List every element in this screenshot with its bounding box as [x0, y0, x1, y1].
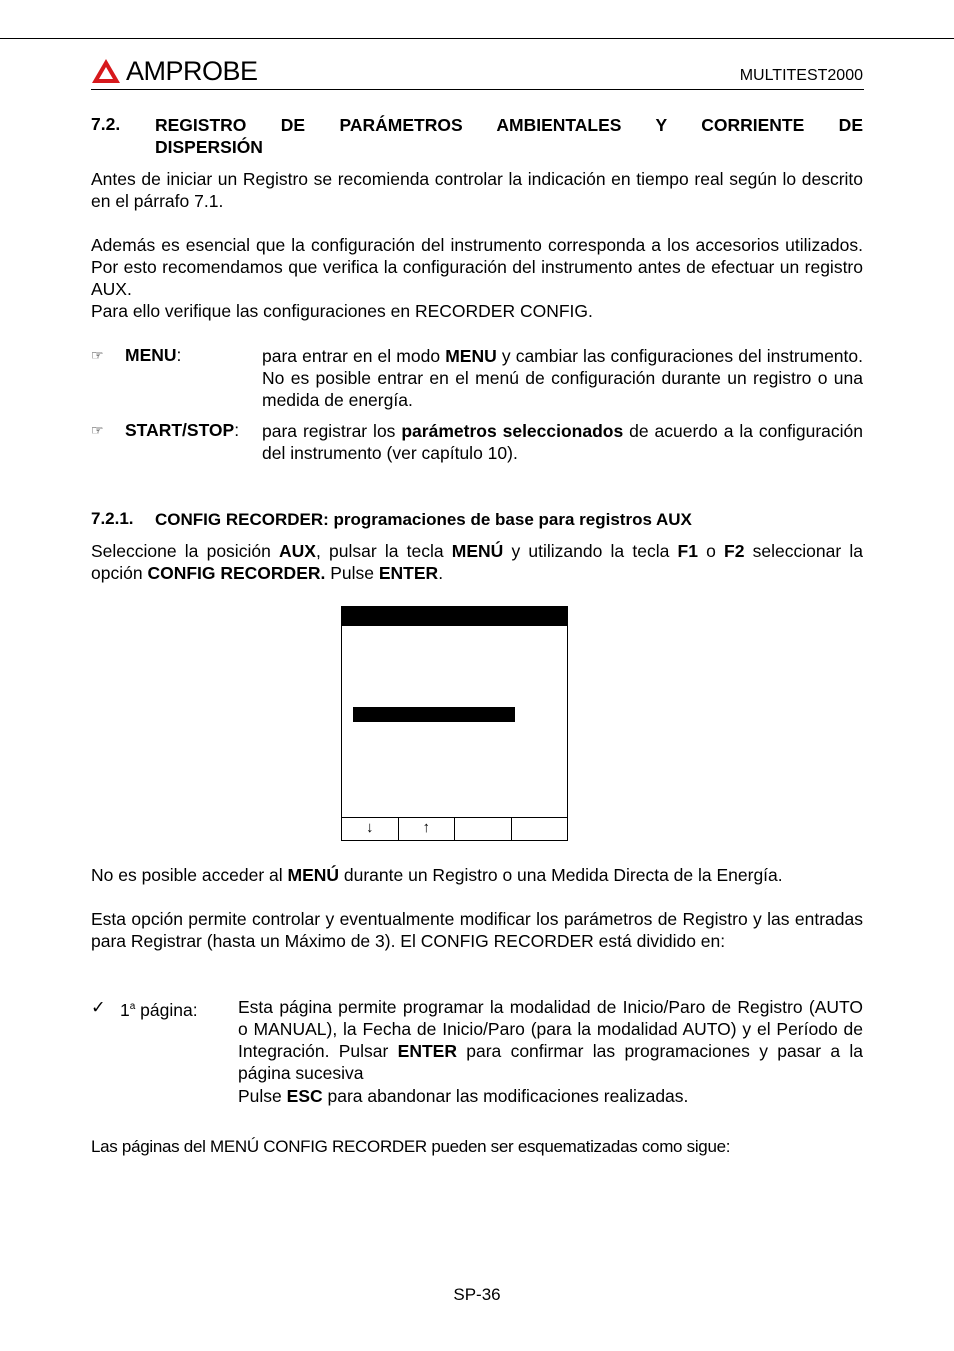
- subsection-number: 7.2.1.: [91, 509, 134, 528]
- paragraph-pages-schema: Las páginas del MENÚ CONFIG RECORDER pueden ser esquematizadas como sigue:: [91, 1137, 731, 1156]
- section-number: 7.2.: [91, 114, 121, 134]
- screen-highlighted-item: [353, 707, 515, 722]
- screen-title-bar: [342, 607, 567, 626]
- subsection-title: CONFIG RECORDER: programaciones de base para registros AUX: [155, 510, 692, 529]
- amprobe-logo: [91, 56, 258, 86]
- page-number: SP-36: [453, 1285, 501, 1304]
- top-rule: [0, 38, 954, 39]
- page-description-esc: Pulse ESC para abandonar las modificaciones realizadas.: [238, 1086, 689, 1106]
- section-title-line1: REGISTRO DE PARÁMETROS AMBIENTALES Y CORRIENTE DE: [155, 115, 863, 135]
- screen-function-keys: [342, 817, 567, 840]
- warning-triangle-icon: [91, 58, 121, 84]
- key-desc-menu: para entrar en el modo MENU y cambiar las configuraciones del instrumento. No es posible entrar en el menú de configuración durante un registro o una medida de energía.: [262, 346, 863, 410]
- brand-name: AMPROBE: [126, 56, 258, 86]
- key-desc-startstop: para registrar los parámetros seleccionados de acuerdo a la configuración del instrumento (ver capítulo 10).: [262, 421, 863, 463]
- paragraph-config: Además es esencial que la configuración del instrumento corresponda a los accesorios utilizados. Por esto recomendamos que verifica la configuración del instrumento antes de efectuar un registro AUX.: [91, 235, 863, 299]
- page-label: 1$^a$ página:: [120, 999, 198, 1020]
- model-name: MULTITEST2000: [739, 67, 863, 84]
- paragraph-intro: Antes de iniciar un Registro se recomienda controlar la indicación en tiempo real según lo descrito en el párrafo 7.1.: [91, 169, 863, 211]
- pointing-hand-icon: ☞: [91, 422, 104, 438]
- pointing-hand-icon: ☞: [91, 347, 104, 363]
- f3-key: [455, 818, 512, 840]
- instrument-screen: [341, 606, 568, 841]
- key-term-startstop: START/STOP:: [125, 420, 240, 440]
- f2-up-arrow-icon: ↑: [399, 818, 456, 840]
- paragraph-recorder-config: Para ello verifique las configuraciones en RECORDER CONFIG.: [91, 301, 593, 321]
- page-description: Esta página permite programar la modalidad de Inicio/Paro de Registro (AUTO o MANUAL), la Fecha de Inicio/Paro (para la modalidad AUTO) y el Período de Integración. Pulsar ENTER para confirmar las programaciones y pasar a la página sucesiva: [238, 997, 863, 1083]
- f1-down-arrow-icon: ↓: [342, 818, 399, 840]
- section-title-line2: DISPERSIÓN: [155, 137, 263, 157]
- check-icon: ✓: [91, 997, 106, 1017]
- paragraph-menu-note: No es posible acceder al MENÚ durante un Registro o una Medida Directa de la Energía.: [91, 865, 783, 885]
- key-term-menu: MENU:: [125, 345, 182, 365]
- header-rule: [91, 89, 864, 90]
- f4-key: [512, 818, 568, 840]
- paragraph-select-aux: Seleccione la posición AUX, pulsar la tecla MENÚ y utilizando la tecla F1 o F2 seleccionar la opción CONFIG RECORDER. Pulse ENTER.: [91, 541, 863, 583]
- paragraph-option-desc: Esta opción permite controlar y eventualmente modificar los parámetros de Registro y las entradas para Registrar (hasta un Máximo de 3). El CONFIG RECORDER está dividido en:: [91, 909, 863, 951]
